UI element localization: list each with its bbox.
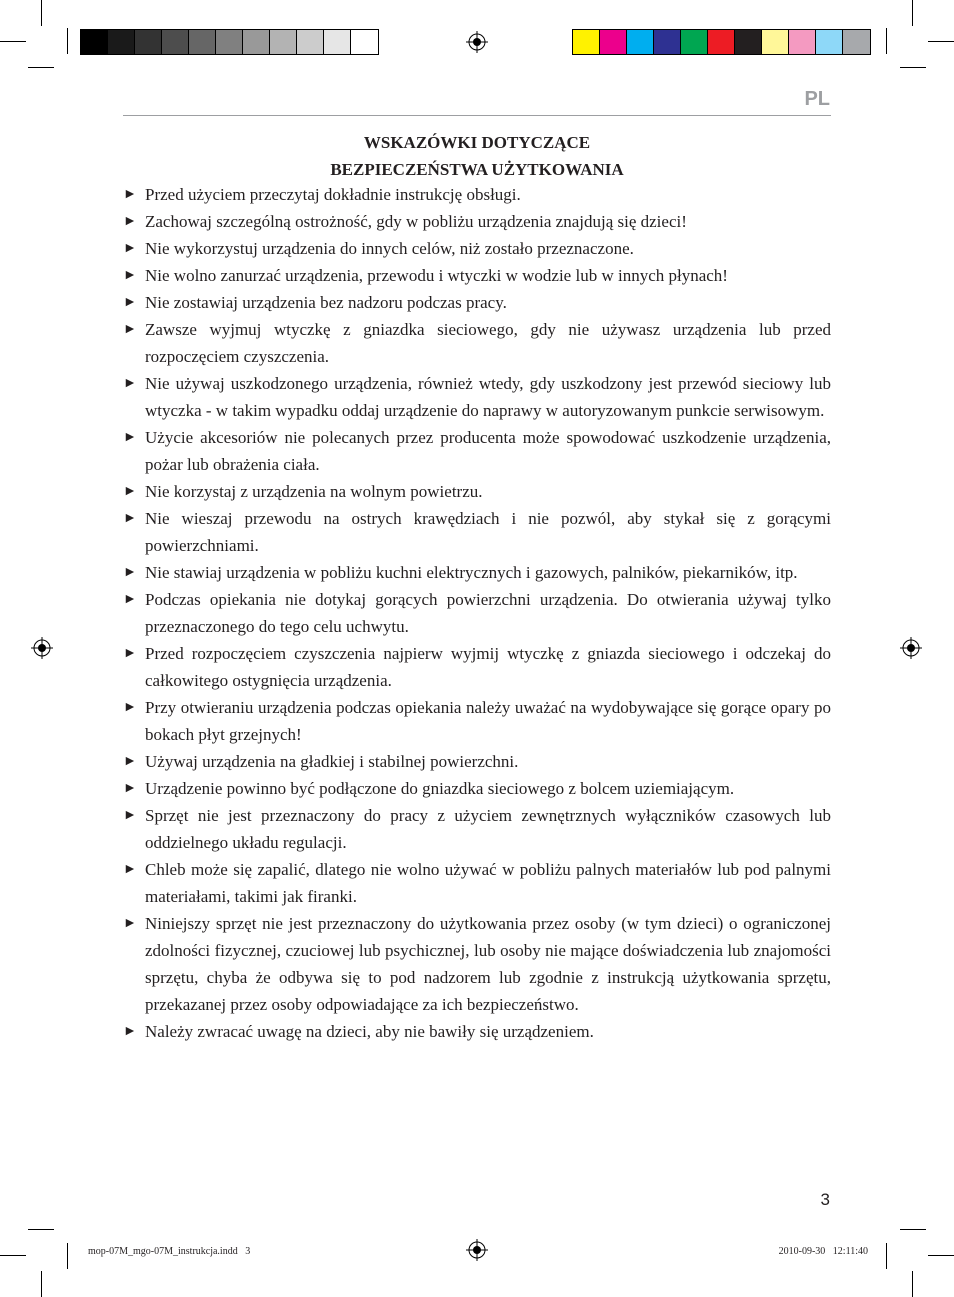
color-swatch <box>324 30 351 54</box>
color-swatch <box>81 30 108 54</box>
color-swatch <box>573 30 600 54</box>
bullet-arrow-icon: ► <box>123 700 137 715</box>
bullet-arrow-icon: ► <box>123 808 137 823</box>
crop-mark <box>912 1271 913 1297</box>
safety-item <box>123 586 831 640</box>
bullet-arrow-icon: ► <box>123 268 137 283</box>
color-swatch <box>243 30 270 54</box>
safety-item-text: Nie stawiaj urządzenia w pobliżu kuchni elektrycznych i gazowych, palników, piekarników, itp. <box>145 563 798 582</box>
safety-item <box>123 262 831 289</box>
safety-item-text: Nie zostawiaj urządzenia bez nadzoru podczas pracy. <box>145 293 507 312</box>
bullet-arrow-icon: ► <box>123 214 137 229</box>
bullet-arrow-icon: ► <box>123 241 137 256</box>
title-line: WSKAZÓWKI DOTYCZĄCE <box>363 133 591 152</box>
safety-item <box>123 316 831 370</box>
safety-item-text: Niniejszy sprzęt nie jest przeznaczony do użytkowania przez osoby (w tym dzieci) o ograniczonej zdolności fizycznej, czuciowej lub psychicznej, lub osoby nie mające doświadczenia lub znajomości sprzętu, chyba że odbywa się to pod nadzorem lub zgodnie z instrukcją użytkowania sprzętu, przekazanej przez osoby odpowiadające za ich bezpieczeństwo. <box>145 914 831 1014</box>
crop-mark <box>928 1255 954 1256</box>
crop-mark <box>28 67 54 68</box>
registration-mark-icon <box>466 1239 488 1261</box>
title-line: BEZPIECZEŃSTWA UŻYTKOWANIA <box>330 160 624 179</box>
safety-item <box>123 559 831 586</box>
bullet-arrow-icon: ► <box>123 565 137 580</box>
safety-list <box>123 181 831 1045</box>
color-swatch <box>162 30 189 54</box>
safety-item-text: Nie wolno zanurzać urządzenia, przewodu i wtyczki w wodzie lub w innych płynach! <box>145 266 728 285</box>
grayscale-bar <box>80 29 379 55</box>
bullet-arrow-icon: ► <box>123 187 137 202</box>
bullet-arrow-icon: ► <box>123 592 137 607</box>
color-bar <box>572 29 871 55</box>
safety-item <box>123 856 831 910</box>
safety-item-text: Nie wieszaj przewodu na ostrych krawędziach i nie pozwól, aby stykał się z gorącymi powierzchniami. <box>145 509 831 555</box>
color-swatch <box>297 30 324 54</box>
safety-item-text: Sprzęt nie jest przeznaczony do pracy z użyciem zewnętrznych wyłączników czasowych lub oddzielnego układu regulacji. <box>145 806 831 852</box>
safety-item-text: Podczas opiekania nie dotykaj gorących powierzchni urządzenia. Do otwierania używaj tylko przeznaczonego do tego celu uchwytu. <box>145 590 831 636</box>
bullet-arrow-icon: ► <box>123 511 137 526</box>
language-label: PL <box>804 88 830 110</box>
bullet-arrow-icon: ► <box>123 646 137 661</box>
color-swatch <box>654 30 681 54</box>
color-swatch <box>600 30 627 54</box>
safety-item-text: Zachowaj szczególną ostrożność, gdy w pobliżu urządzenia znajdują się dzieci! <box>145 212 687 231</box>
safety-item <box>123 1018 831 1045</box>
safety-item-text: Urządzenie powinno być podłączone do gniazdka sieciowego z bolcem uziemiającym. <box>145 779 735 798</box>
color-swatch <box>843 30 870 54</box>
print-timestamp: 2010-09-30 12:11:40 <box>778 1246 868 1257</box>
crop-mark <box>0 1255 26 1256</box>
color-swatch <box>735 30 762 54</box>
crop-mark <box>28 1229 54 1230</box>
crop-mark <box>0 41 26 42</box>
safety-item <box>123 910 831 1018</box>
bullet-arrow-icon: ► <box>123 376 137 391</box>
bullet-arrow-icon: ► <box>123 781 137 796</box>
color-swatch <box>216 30 243 54</box>
page-number: 3 <box>820 1190 830 1209</box>
safety-item-text: Chleb może się zapalić, dlatego nie wolno używać w pobliżu palnych materiałów lub pod palnymi materiałami, takimi jak firanki. <box>145 860 831 906</box>
safety-item <box>123 640 831 694</box>
crop-mark <box>67 28 68 54</box>
safety-item <box>123 424 831 478</box>
safety-item-text: Nie wykorzystuj urządzenia do innych celów, niż zostało przeznaczone. <box>145 239 634 258</box>
registration-mark-icon <box>31 637 53 659</box>
safety-item <box>123 370 831 424</box>
registration-mark-icon <box>466 31 488 53</box>
crop-mark <box>886 1243 887 1269</box>
crop-mark <box>41 0 42 26</box>
safety-item <box>123 478 831 505</box>
safety-item <box>123 694 831 748</box>
safety-item-text: Użycie akcesoriów nie polecanych przez producenta może spowodować uszkodzenie urządzenia, pożar lub obrażenia ciała. <box>145 428 831 474</box>
safety-item-text: Przy otwieraniu urządzenia podczas opiekania należy uważać na wydobywające się gorące opary po bokach płyt grzejnych! <box>145 698 831 744</box>
color-swatch <box>789 30 816 54</box>
bullet-arrow-icon: ► <box>123 322 137 337</box>
bullet-arrow-icon: ► <box>123 916 137 931</box>
page-title <box>123 129 831 183</box>
safety-item-text: Używaj urządzenia na gładkiej i stabilnej powierzchni. <box>145 752 519 771</box>
safety-item <box>123 505 831 559</box>
color-swatch <box>762 30 789 54</box>
safety-item <box>123 289 831 316</box>
crop-mark <box>900 1229 926 1230</box>
registration-mark-icon <box>900 637 922 659</box>
safety-item <box>123 775 831 802</box>
color-swatch <box>816 30 843 54</box>
color-swatch <box>270 30 297 54</box>
bullet-arrow-icon: ► <box>123 484 137 499</box>
color-swatch <box>189 30 216 54</box>
safety-item-text: Zawsze wyjmuj wtyczkę z gniazdka sieciowego, gdy nie używasz urządzenia lub przed rozpoczęciem czyszczenia. <box>145 320 831 366</box>
safety-item-text: Nie używaj uszkodzonego urządzenia, również wtedy, gdy uszkodzony jest przewód sieciowy lub wtyczka - w takim wypadku oddaj urządzenie do naprawy w autoryzowanym punkcie serwisowym. <box>145 374 831 420</box>
safety-item <box>123 235 831 262</box>
color-swatch <box>681 30 708 54</box>
file-slug: mop-07M_mgo-07M_instrukcja.indd 3 <box>88 1246 251 1257</box>
color-swatch <box>708 30 735 54</box>
color-swatch <box>135 30 162 54</box>
color-swatch <box>108 30 135 54</box>
color-swatch <box>627 30 654 54</box>
header-divider <box>123 115 831 116</box>
color-swatch <box>351 30 378 54</box>
bullet-arrow-icon: ► <box>123 430 137 445</box>
safety-item <box>123 208 831 235</box>
safety-item <box>123 802 831 856</box>
bullet-arrow-icon: ► <box>123 754 137 769</box>
safety-item <box>123 748 831 775</box>
safety-item-text: Przed rozpoczęciem czyszczenia najpierw wyjmij wtyczkę z gniazda sieciowego i odczekaj do całkowitego ostygnięcia urządzenia. <box>145 644 831 690</box>
bullet-arrow-icon: ► <box>123 1024 137 1039</box>
safety-item-text: Należy zwracać uwagę na dzieci, aby nie bawiły się urządzeniem. <box>145 1022 594 1041</box>
crop-mark <box>912 0 913 26</box>
safety-item <box>123 181 831 208</box>
crop-mark <box>928 41 954 42</box>
crop-mark <box>900 67 926 68</box>
bullet-arrow-icon: ► <box>123 295 137 310</box>
crop-mark <box>67 1243 68 1269</box>
bullet-arrow-icon: ► <box>123 862 137 877</box>
safety-item-text: Przed użyciem przeczytaj dokładnie instrukcję obsługi. <box>145 185 521 204</box>
crop-mark <box>886 28 887 54</box>
safety-item-text: Nie korzystaj z urządzenia na wolnym powietrzu. <box>145 482 483 501</box>
crop-mark <box>41 1271 42 1297</box>
